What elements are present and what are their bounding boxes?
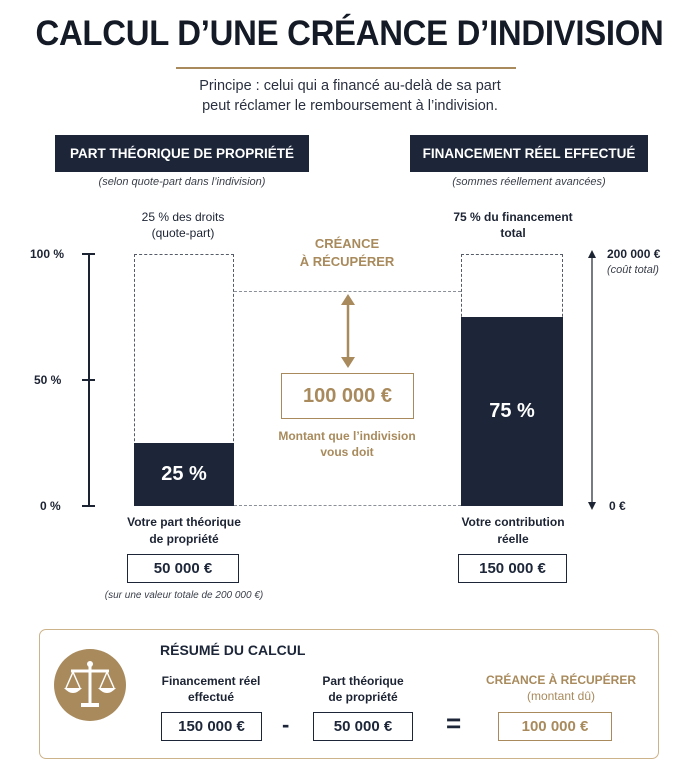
left-axis-tick-mid [82,379,95,381]
summary-title: RÉSUMÉ DU CALCUL [160,642,306,658]
creance-title-1: CRÉANCE [314,236,380,251]
right-panel-header: FINANCEMENT RÉEL EFFECTUÉ [410,135,648,172]
top-connector-line [234,291,461,292]
left-axis-label-50: 50 % [34,373,62,387]
left-axis-label-100: 100 % [30,247,65,261]
creance-amount-box: 100 000 € [281,373,414,419]
summary-item1-value: 150 000 € [161,712,262,741]
left-bar-label: 25 % [161,463,207,485]
summary-item2-label-2: de propriété [328,690,398,704]
right-axis-top-label: 200 000 € [607,247,661,261]
summary-result-label-1: CRÉANCE À RÉCUPÉRER [485,673,637,687]
summary-item2-value: 50 000 € [313,712,413,741]
left-panel-subtitle: (selon quote-part dans l’indivision) [98,176,266,188]
left-value-note: (sur une valeur totale de 200 000 €) [104,590,264,601]
right-bar-fill [461,317,563,506]
right-bar-label: 75 % [489,400,535,422]
left-axis-tick-bottom [82,505,95,507]
right-axis-top-note: (coût total) [607,264,659,276]
left-axis-tick-top [82,253,95,255]
right-bar-caption-1: 75 % du financement [453,210,573,224]
minus-sign: - [282,712,290,737]
right-axis-arrow [584,250,600,510]
left-bar-fill [134,443,234,506]
left-axis-label-0: 0 % [40,499,61,513]
creance-desc-1: Montant que l’indivision [278,429,416,443]
right-axis-bottom-label: 0 € [609,499,626,513]
summary-result-value: 100 000 € [498,712,612,741]
left-bar-caption-2: (quote-part) [151,226,215,240]
creance-title-2: À RÉCUPÉRER [299,254,395,269]
right-below-2: réelle [497,532,529,546]
double-arrow-vertical-icon [337,294,359,368]
principle-line-2: peut réclamer le remboursement à l’indivision. [202,98,498,114]
balance-scale-icon [54,649,126,721]
equals-sign: = [446,708,462,738]
right-below-1: Votre contribution [461,515,565,529]
summary-result-label-2: (montant dû) [526,689,596,703]
bottom-connector-line [234,505,461,506]
left-below-1: Votre part théorique [127,515,241,529]
creance-desc-2: vous doit [320,445,374,459]
left-amount-box: 50 000 € [127,554,239,583]
page-title: CALCUL D’UNE CRÉANCE D’INDIVISION [35,14,664,53]
left-bar-caption-1: 25 % des droits [141,210,225,224]
right-panel-subtitle: (sommes réellement avancées) [452,176,606,188]
right-bar-caption-2: total [500,226,526,240]
summary-item1-label-2: effectué [187,690,234,704]
left-below-2: de propriété [149,532,219,546]
principle-line-1: Principe : celui qui a financé au-delà de sa part [199,78,501,94]
summary-item2-label-1: Part théorique [322,674,404,688]
left-panel-header: PART THÉORIQUE DE PROPRIÉTÉ [55,135,309,172]
right-amount-box: 150 000 € [458,554,567,583]
title-divider [176,67,516,69]
summary-item1-label-1: Financement réel [161,674,261,688]
